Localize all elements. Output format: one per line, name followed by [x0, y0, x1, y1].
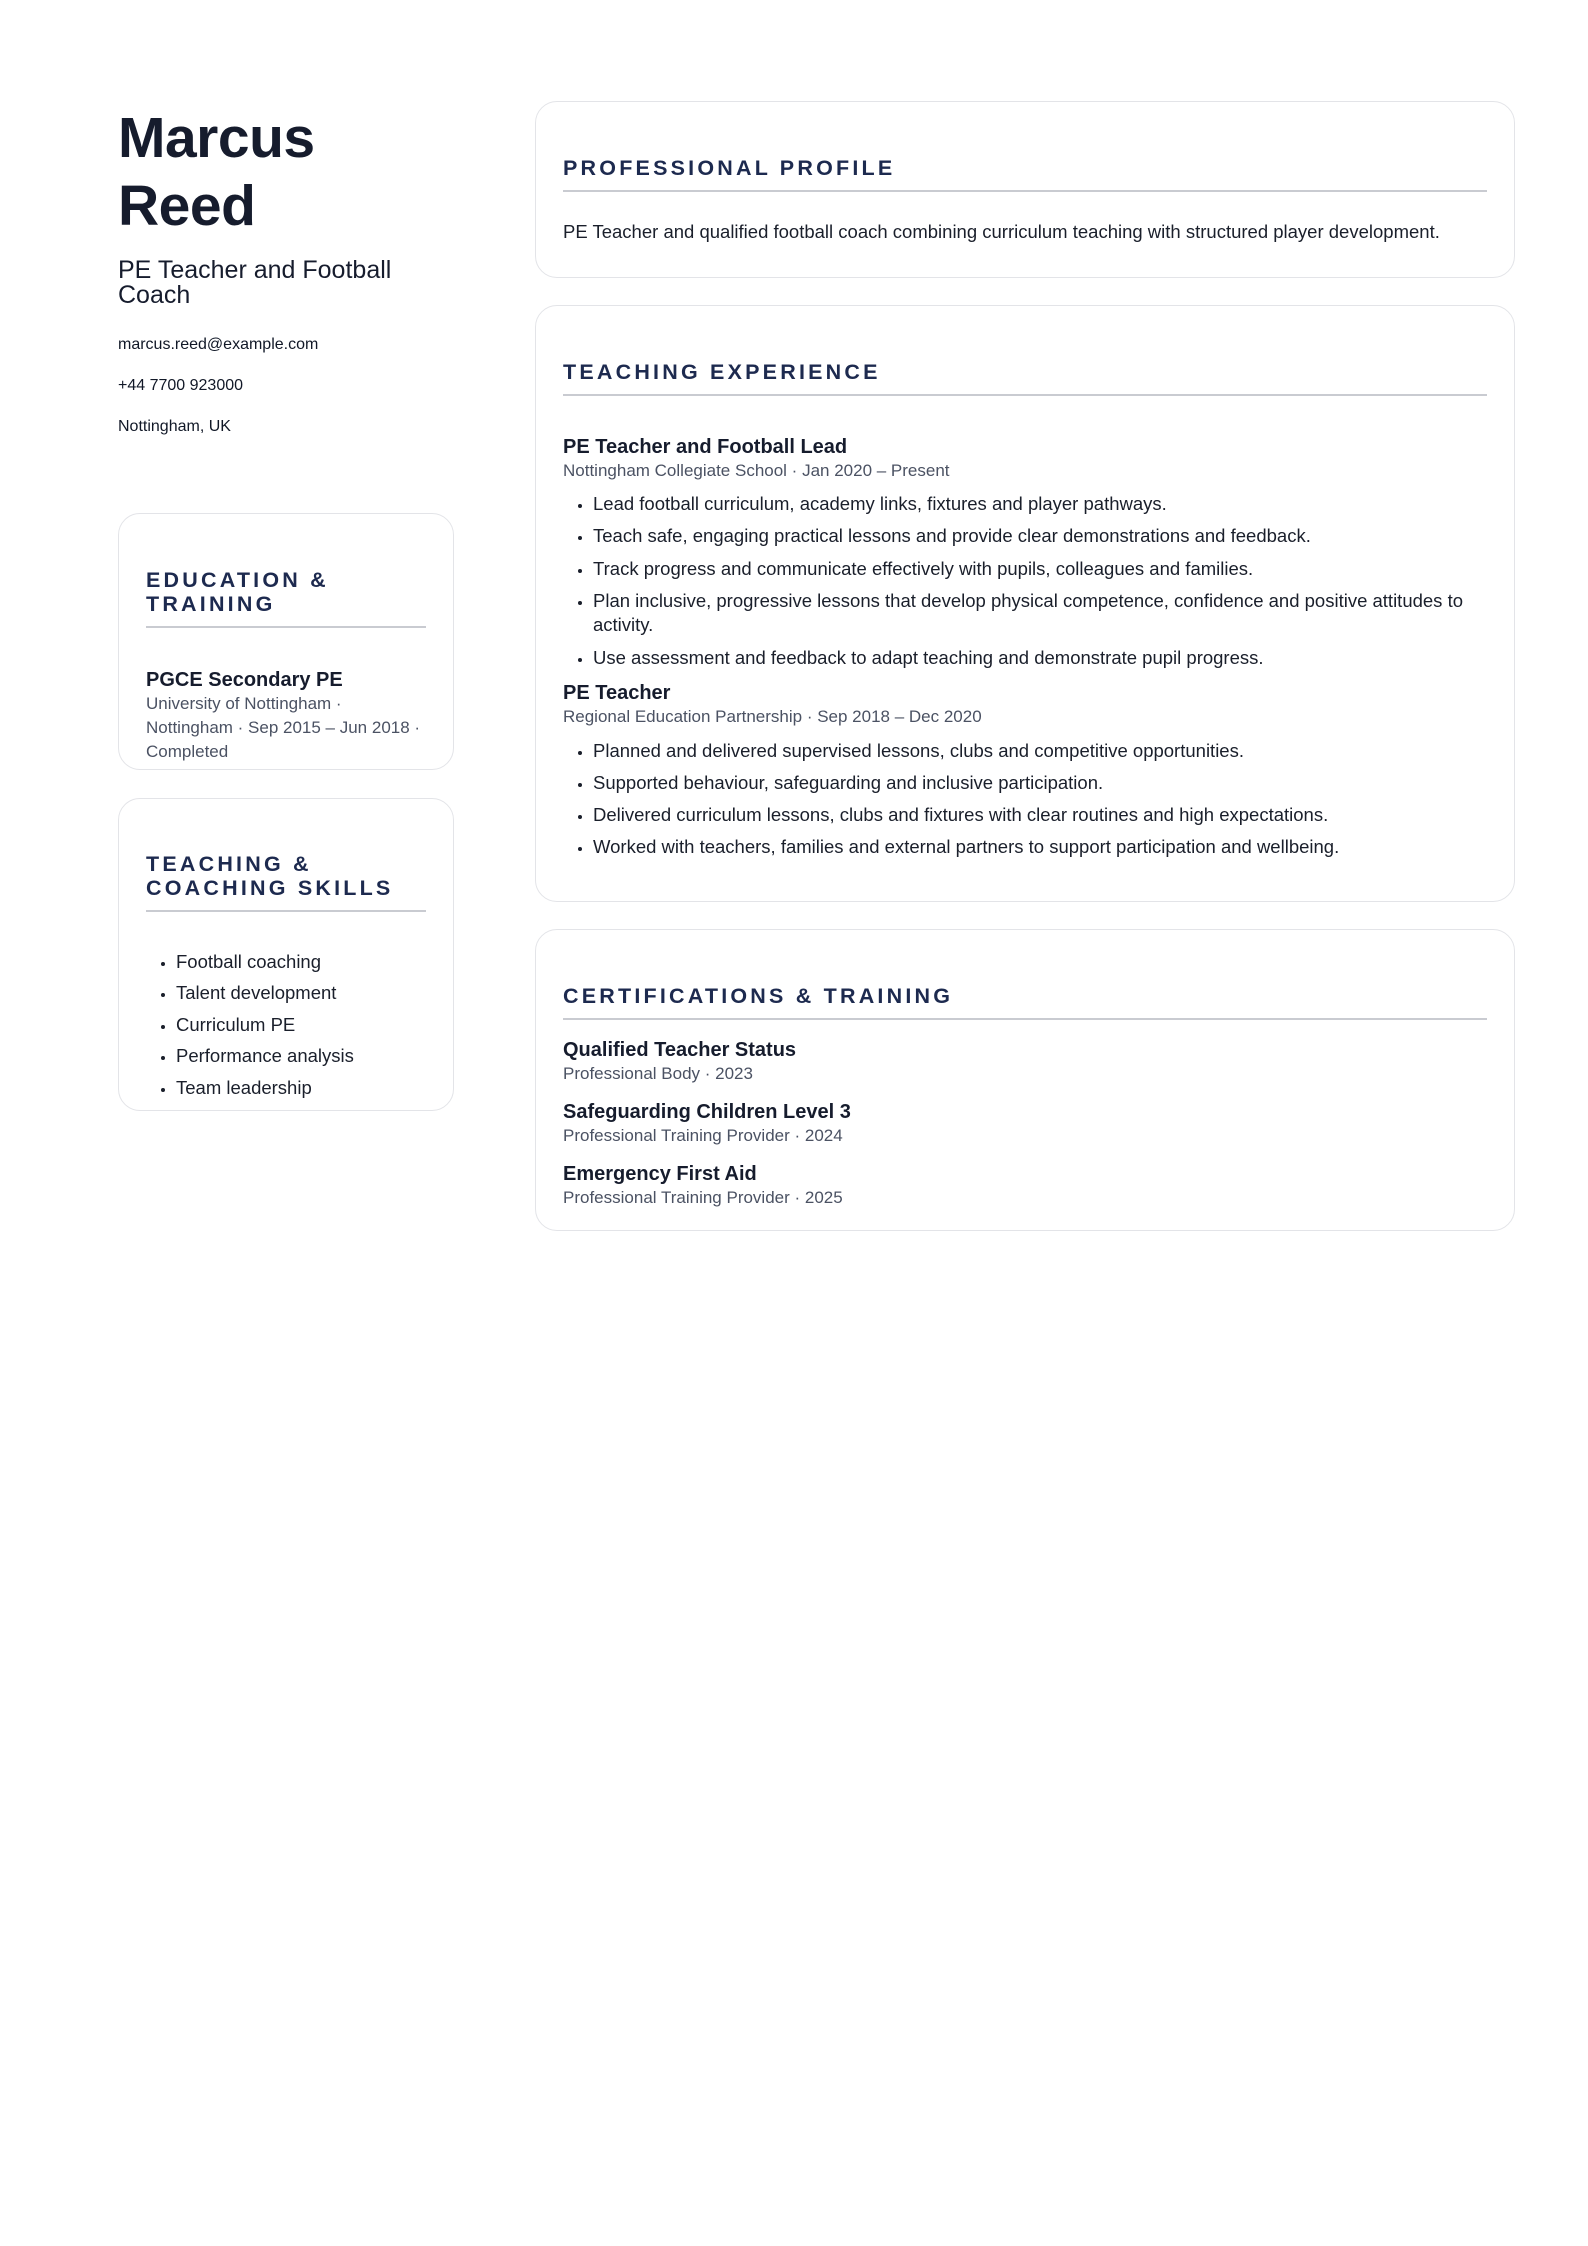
job-title: PE Teacher: [563, 681, 671, 704]
education-entry-title: PGCE Secondary PE: [146, 668, 343, 691]
contact-phone[interactable]: +44 7700 923000: [118, 377, 244, 394]
list-item: • Planned and delivered supervised lessons, clubs and competitive opportunities.: [593, 739, 1487, 763]
list-item: • Talent development: [176, 981, 426, 1005]
list-item: • Performance analysis: [176, 1044, 426, 1068]
certification-title: Safeguarding Children Level 3: [563, 1100, 851, 1123]
section-divider: [146, 910, 426, 912]
certification-title: Qualified Teacher Status: [563, 1038, 797, 1061]
job-bullets: [563, 739, 1487, 859]
contact-email[interactable]: marcus.reed@example.com: [118, 336, 319, 353]
list-item: • Worked with teachers, families and external partners to support participation and wellbeing.: [593, 835, 1487, 859]
job-meta: Nottingham Collegiate School · Jan 2020 – Present: [563, 460, 950, 480]
experience-card: [535, 305, 1515, 902]
list-item: • Curriculum PE: [176, 1013, 426, 1037]
list-item: • Team leadership: [176, 1076, 426, 1100]
job-entry: [563, 681, 1487, 859]
section-divider: [563, 1018, 1487, 1020]
skills-list: [146, 950, 426, 1100]
list-item: • Plan inclusive, progressive lessons that develop physical competence, confidence and positive attitudes to activity.: [593, 589, 1487, 637]
list-item: • Supported behaviour, safeguarding and inclusive participation.: [593, 771, 1487, 795]
certifications-card: [535, 929, 1515, 1231]
right-column: [535, 101, 1515, 1231]
list-item: • Track progress and communicate effectively with pupils, colleagues and families.: [593, 557, 1487, 581]
list-item: • Lead football curriculum, academy links, fixtures and player pathways.: [593, 492, 1487, 516]
list-item: • Delivered curriculum lessons, clubs and fixtures with clear routines and high expectations.: [593, 803, 1487, 827]
certification-entry: [563, 1100, 1487, 1147]
certifications-heading: CERTIFICATIONS & TRAINING: [563, 984, 954, 1008]
certification-title: Emergency First Aid: [563, 1162, 757, 1185]
certification-entry: [563, 1162, 1487, 1209]
list-item: • Use assessment and feedback to adapt teaching and demonstrate pupil progress.: [593, 646, 1487, 670]
certification-meta: Professional Training Provider · 2025: [563, 1187, 843, 1207]
certification-meta: Professional Body · 2023: [563, 1063, 753, 1083]
list-item: • Football coaching: [176, 950, 426, 974]
education-entry: [146, 668, 426, 764]
profile-summary: PE Teacher and qualified football coach combining curriculum teaching with structured player development.: [563, 220, 1440, 242]
education-entry-meta: University of Nottingham · Nottingham · Sep 2015 – Jun 2018 · Completed: [146, 693, 421, 761]
skills-card: [118, 798, 454, 1111]
profile-heading: PROFESSIONAL PROFILE: [563, 156, 896, 180]
candidate-name: Marcus Reed: [118, 106, 315, 238]
section-divider: [563, 394, 1487, 396]
skills-heading: TEACHING & COACHING SKILLS: [146, 852, 394, 900]
job-bullets: [563, 492, 1487, 670]
section-divider: [146, 626, 426, 628]
education-heading: EDUCATION & TRAINING: [146, 568, 329, 616]
profile-card: [535, 101, 1515, 278]
list-item: • Teach safe, engaging practical lessons and provide clear demonstrations and feedback.: [593, 524, 1487, 548]
job-entry: [563, 435, 1487, 670]
candidate-title: PE Teacher and Football Coach: [118, 256, 392, 309]
section-divider: [563, 190, 1487, 192]
job-meta: Regional Education Partnership · Sep 2018 – Dec 2020: [563, 706, 982, 726]
certification-entry: [563, 1038, 1487, 1085]
education-card: [118, 513, 454, 770]
left-column: [118, 104, 454, 1111]
certification-meta: Professional Training Provider · 2024: [563, 1125, 843, 1145]
experience-heading: TEACHING EXPERIENCE: [563, 360, 881, 384]
contact-location: Nottingham, UK: [118, 418, 231, 435]
job-title: PE Teacher and Football Lead: [563, 435, 848, 458]
